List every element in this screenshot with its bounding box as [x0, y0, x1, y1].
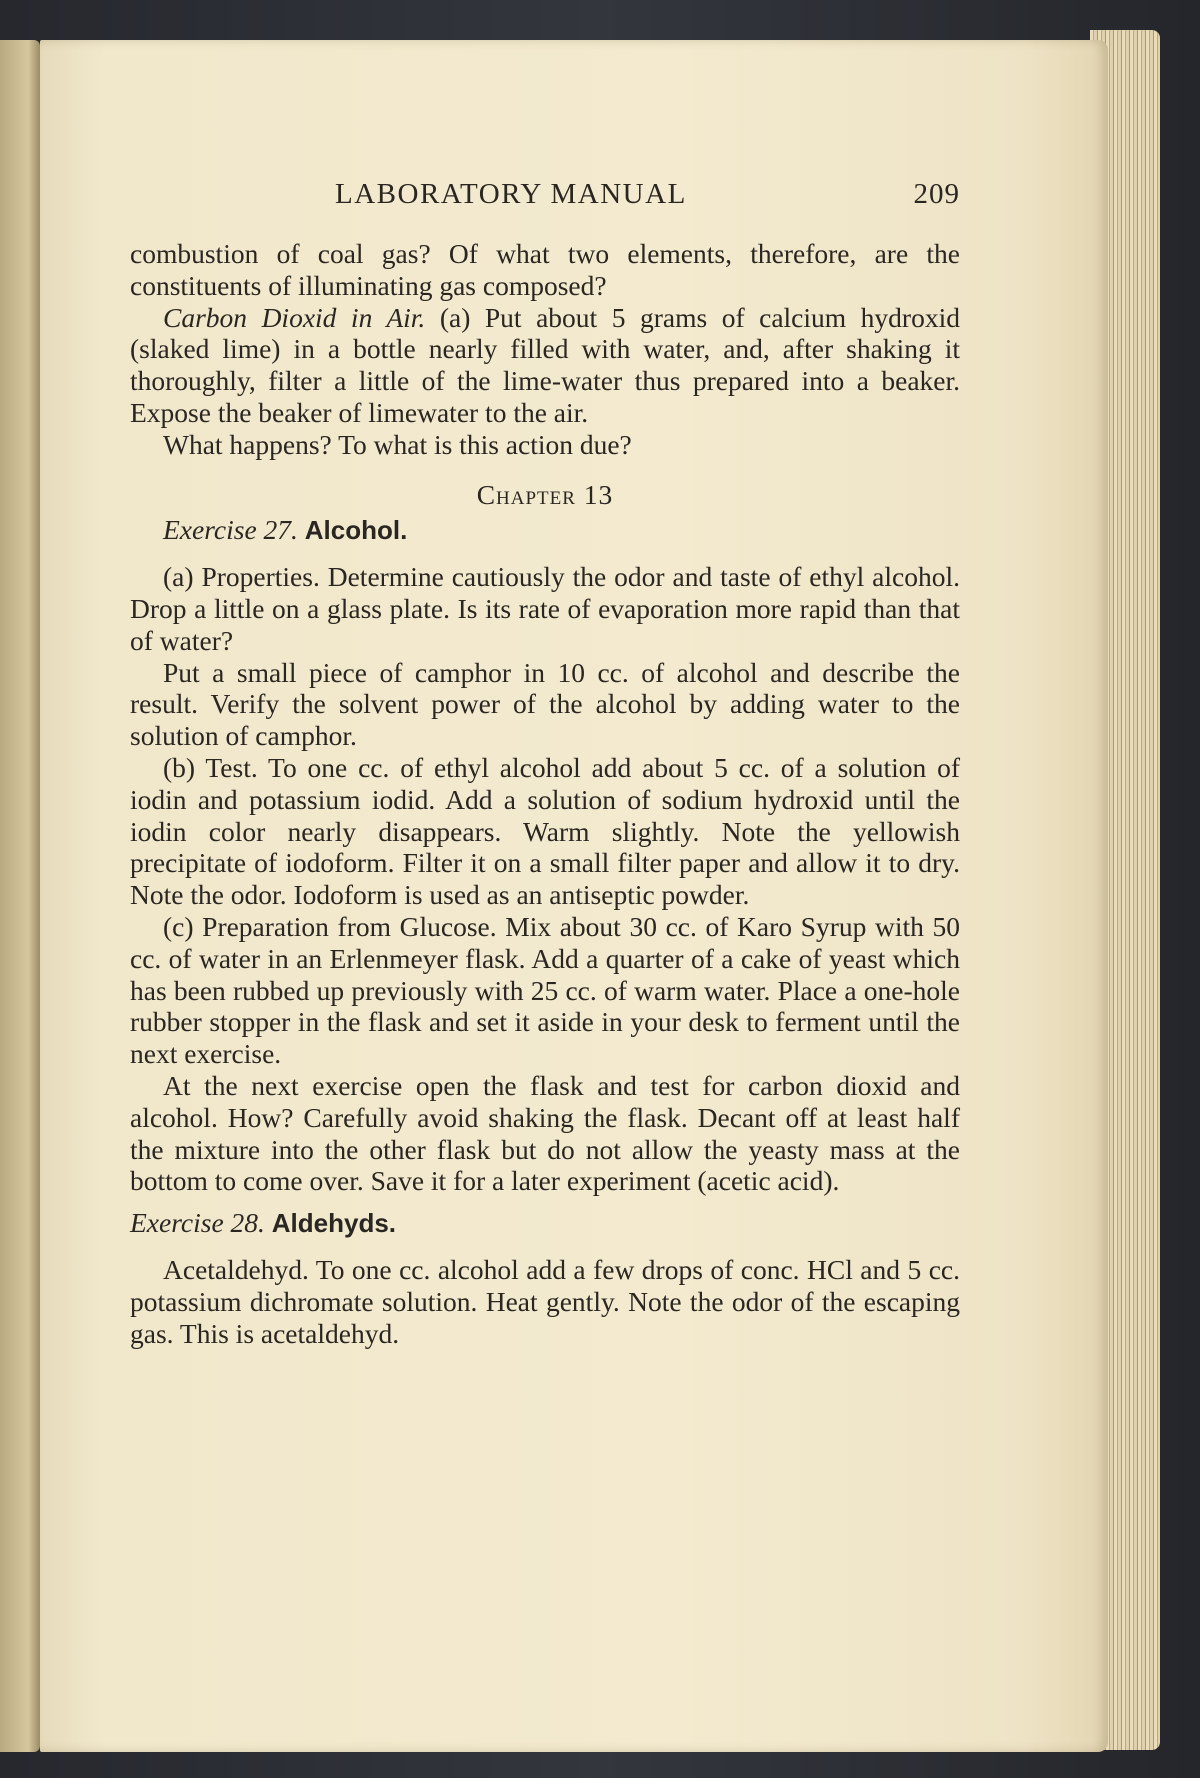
paragraph: combustion of coal gas? Of what two elements, therefore, are the constituents of illuminating gas composed?: [130, 238, 960, 301]
exercise-label: Exercise 28.: [130, 1207, 265, 1239]
carbon-dioxid-text: (a) Put about 5 grams of calcium hydroxid (slaked lime) in a bottle nearly filled with water, and, after shaking it thoroughly, filter a little of the lime-water thus prepared into a beaker. Expose the beaker of limewater to the air.: [130, 301, 960, 428]
exercise-27-heading: [130, 514, 960, 547]
page-number: 209: [913, 178, 960, 210]
paragraph: At the next exercise open the flask and test for carbon dioxid and alcohol. How? Carefully avoid shaking the flask. Decant off at least half the mixture into the other flask but do not allow the yeasty mass at the bottom to come over. Save it for a later experiment (acetic acid).: [130, 1069, 960, 1197]
page-body: [130, 238, 960, 1349]
facing-page-edge: [0, 40, 40, 1752]
running-head-title: LABORATORY MANUAL: [335, 178, 687, 210]
running-head: [130, 178, 960, 218]
paragraph: (c) Preparation from Glucose. Mix about 30 cc. of Karo Syrup with 50 cc. of water in an Erlenmeyer flask. Add a quarter of a cake of yeast which has been rubbed up previously with 25 cc. of warm water. Place a one-hole rubber stopper in the flask and set it aside in your desk to ferment until the next exercise.: [130, 910, 960, 1070]
chapter-heading: Chapter 13: [476, 478, 614, 510]
paragraph: (b) Test. To one cc. of ethyl alcohol add about 5 cc. of a solution of iodin and potassium iodid. Add a solution of sodium hydroxid until the iodin color nearly disappears. Warm slightly. Note the yellowish precipitate of iodoform. Filter it on a small filter paper and allow it to dry. Note the odor. Iodoform is used as an antiseptic powder.: [130, 751, 960, 911]
exercise-title: Alcohol.: [304, 515, 408, 546]
exercise-title: Aldehyds.: [271, 1208, 397, 1239]
paragraph: (a) Properties. Determine cautiously the odor and taste of ethyl alcohol. Drop a little on a glass plate. Is its rate of evaporation more rapid than that of water?: [130, 561, 960, 656]
exercise-label: Exercise 27.: [163, 514, 298, 546]
paragraph: What happens? To what is this action due?: [163, 428, 632, 460]
paragraph: Acetaldehyd. To one cc. alcohol add a few drops of conc. HCl and 5 cc. potassium dichromate solution. Heat gently. Note the odor of the escaping gas. This is acetaldehyd.: [130, 1253, 960, 1349]
section-heading-carbon-dioxid: Carbon Dioxid in Air.: [163, 301, 426, 333]
paragraph: Put a small piece of camphor in 10 cc. of alcohol and describe the result. Verify the solvent power of the alcohol by adding water to the solution of camphor.: [130, 656, 960, 752]
paragraph-carbon-dioxid: [130, 302, 960, 429]
exercise-28-heading: [130, 1207, 960, 1240]
